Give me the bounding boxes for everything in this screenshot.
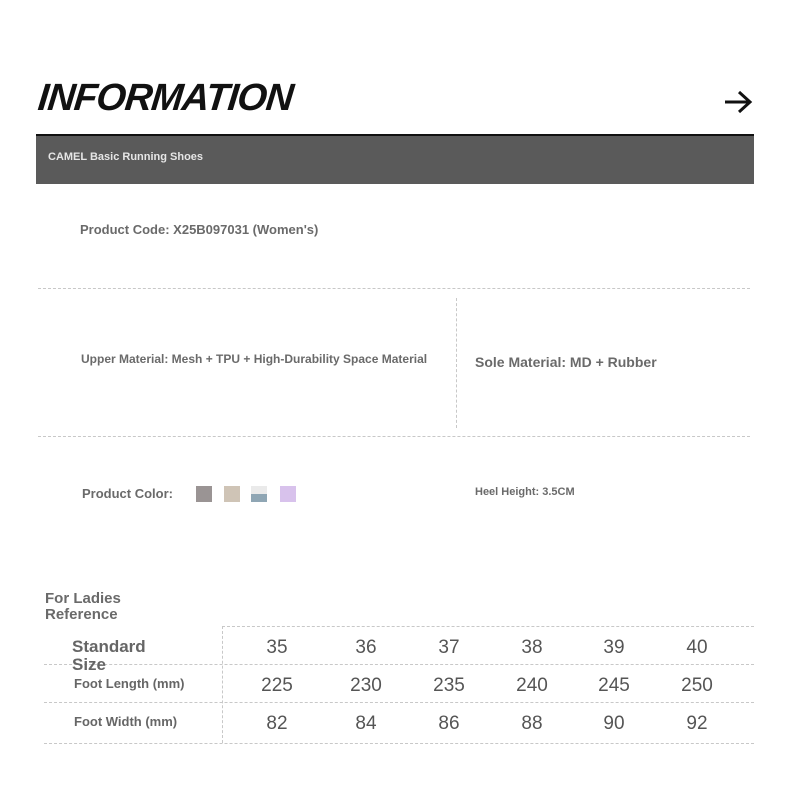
width-cell: 88: [521, 713, 543, 734]
color-swatch-purple[interactable]: [280, 486, 296, 502]
size-cell: 35: [266, 637, 288, 658]
table-rule: [44, 743, 754, 744]
length-cell: 245: [598, 675, 630, 696]
size-cell: 39: [603, 637, 625, 658]
width-cell: 90: [603, 713, 625, 734]
length-cell: 225: [261, 675, 293, 696]
size-cell: 37: [438, 637, 460, 658]
divider: [38, 436, 750, 437]
length-cell: 235: [433, 675, 465, 696]
row-label-foot-length: Foot Length (mm): [74, 676, 185, 691]
table-column-divider: [222, 626, 223, 743]
width-cell: 86: [438, 713, 460, 734]
table-rule: [44, 702, 754, 703]
page-title: INFORMATION: [36, 77, 295, 119]
size-cell: 38: [521, 637, 543, 658]
row-label-standard-size: Standard Size: [72, 637, 146, 674]
size-cell: 36: [355, 637, 377, 658]
width-cell: 82: [266, 713, 288, 734]
product-color-label: Product Color:: [82, 486, 173, 501]
length-cell: 240: [516, 675, 548, 696]
banner-text: CAMEL Basic Running Shoes: [48, 151, 204, 163]
table-rule: [222, 626, 754, 627]
divider: [38, 288, 750, 289]
color-swatch-white-blue[interactable]: [251, 486, 267, 502]
arrow-right-icon[interactable]: [722, 88, 754, 116]
color-swatch-gray[interactable]: [196, 486, 212, 502]
product-code: Product Code: X25B097031 (Women's): [80, 222, 319, 237]
size-cell: 40: [686, 637, 708, 658]
sole-material: Sole Material: MD + Rubber: [475, 354, 657, 370]
color-swatch-beige[interactable]: [224, 486, 240, 502]
width-cell: 92: [686, 713, 708, 734]
divider-vertical: [456, 298, 457, 428]
length-cell: 250: [681, 675, 713, 696]
upper-material: Upper Material: Mesh + TPU + High-Durability Space Material: [81, 352, 428, 366]
length-cell: 230: [350, 675, 382, 696]
width-cell: 84: [355, 713, 377, 734]
size-reference-title: For Ladies Reference: [45, 590, 121, 623]
heel-height: Heel Height: 3.5CM: [475, 486, 575, 498]
row-label-foot-width: Foot Width (mm): [74, 714, 178, 729]
